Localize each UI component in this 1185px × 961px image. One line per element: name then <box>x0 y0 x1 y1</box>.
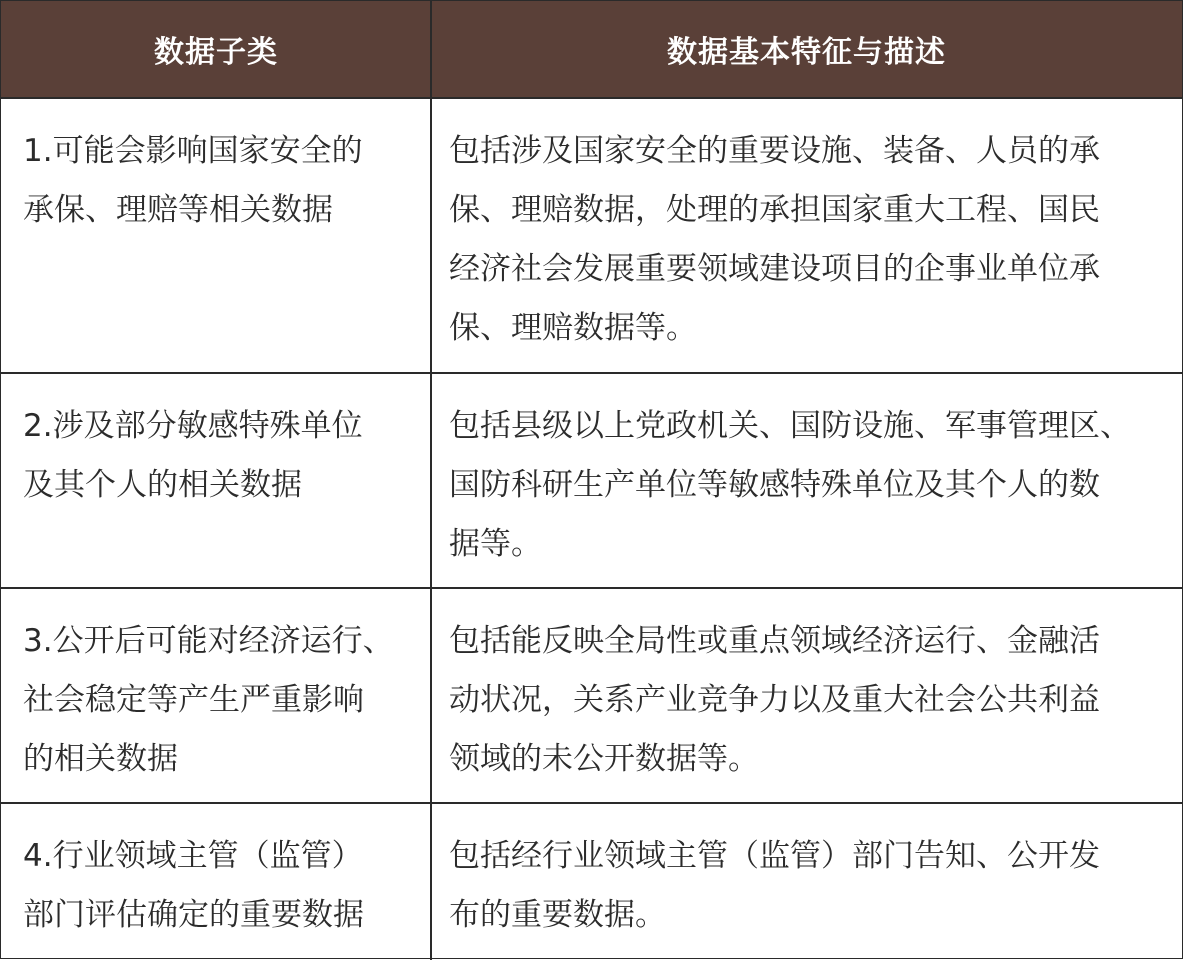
table-row-4-description: 包括经行业领域主管（监管）部门告知、公开发 布的重要数据。 <box>449 838 1100 933</box>
table-row-3-description: 包括能反映全局性或重点领域经济运行、金融活 动状况，关系产业竞争力以及重大社会公共利益 领域的未公开数据等。 <box>449 623 1100 777</box>
table-row-3-subcategory: 3.公开后可能对经济运行、 社会稳定等产生严重影响 的相关数据 <box>23 623 394 777</box>
table-row-2-subcategory: 2.涉及部分敏感特殊单位 及其个人的相关数据 <box>23 408 363 503</box>
row-divider <box>1 587 1182 589</box>
row-divider <box>1 372 1182 374</box>
row-divider <box>1 802 1182 804</box>
table-row-1-description: 包括涉及国家安全的重要设施、装备、人员的承 保、理赔数据，处理的承担国家重大工程、国民 经济社会发展重要领域建设项目的企事业单位承 保、理赔数据等。 <box>449 133 1100 346</box>
table-row-4-subcategory: 4.行业领域主管（监管） 部门评估确定的重要数据 <box>23 838 364 933</box>
table-header <box>1 1 1182 97</box>
table-row-2-description: 包括县级以上党政机关、国防设施、军事管理区、 国防科研生产单位等敏感特殊单位及其个人的数 据等。 <box>449 408 1131 562</box>
header-data-subcategory: 数据子类 <box>154 35 278 70</box>
row-divider <box>1 97 1182 99</box>
header-feature-description: 数据基本特征与描述 <box>667 35 946 70</box>
column-divider <box>430 1 432 960</box>
table-row-1-subcategory: 1.可能会影响国家安全的 承保、理赔等相关数据 <box>23 133 363 228</box>
